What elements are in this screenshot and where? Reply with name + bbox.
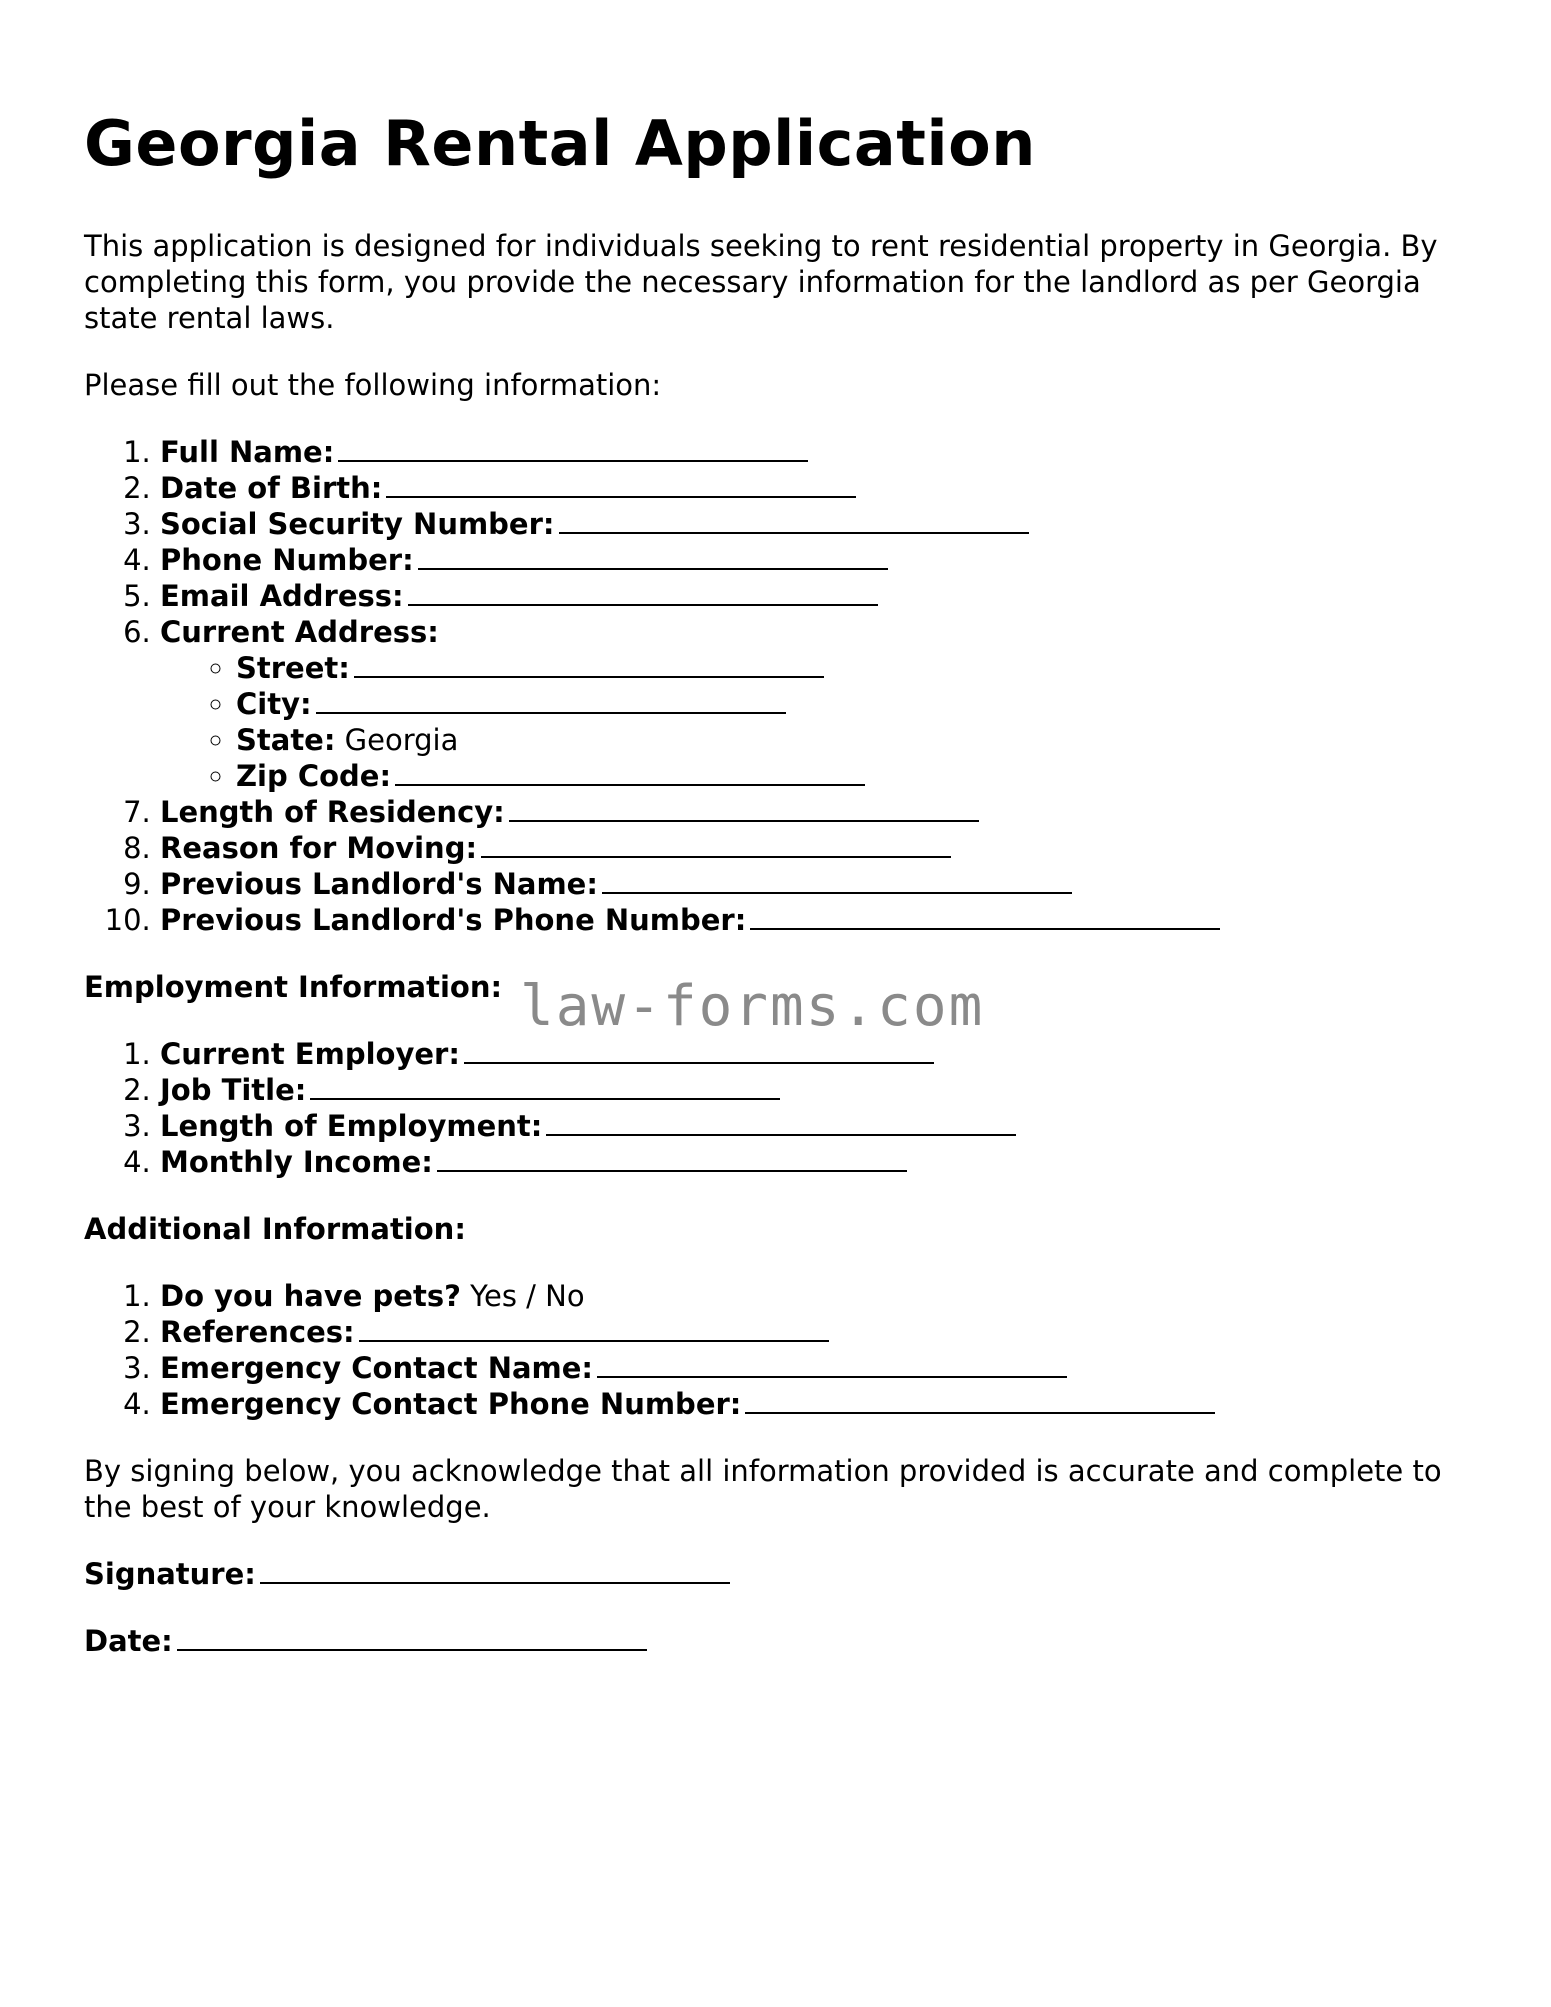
list-item [160,866,1474,902]
references-label: References: [160,1315,355,1349]
reason-field[interactable] [481,830,951,858]
list-item [160,902,1474,938]
list-item [160,1314,1474,1350]
address-sublist [160,650,1474,794]
references-field[interactable] [359,1314,829,1342]
phone-label: Phone Number: [160,543,414,577]
list-item [160,794,1474,830]
list-item [160,1072,1474,1108]
list-item [160,1278,1474,1314]
employer-label: Current Employer: [160,1037,460,1071]
additional-list [84,1278,1474,1422]
state-label: State: [236,723,336,757]
date-label: Date: [84,1624,173,1658]
phone-field[interactable] [418,542,888,570]
list-item [160,542,1474,578]
list-item [236,758,1474,794]
list-item [160,1144,1474,1180]
list-item [160,1350,1474,1386]
list-item [160,434,1474,470]
residency-field[interactable] [509,794,979,822]
city-field[interactable] [316,686,786,714]
current-address-label: Current Address: [160,615,439,649]
list-item [160,1108,1474,1144]
street-field[interactable] [354,650,824,678]
list-item [160,470,1474,506]
signature-field[interactable] [260,1556,730,1584]
watermark: law-forms.com [520,974,985,1039]
employer-field[interactable] [464,1036,934,1064]
job-title-label: Job Title: [160,1073,307,1107]
zip-field[interactable] [395,758,865,786]
list-item [160,614,1474,794]
intro-paragraph: This application is designed for individuals seeking to rent residential property in Georgia. By completing this form, you provide the necessary information for the landlord as per Georgia state rental laws. [84,229,1438,335]
prev-landlord-phone-label: Previous Landlord's Phone Number: [160,903,747,937]
list-item [160,830,1474,866]
list-item [160,578,1474,614]
email-label: Email Address: [160,579,404,613]
income-field[interactable] [437,1144,907,1172]
city-label: City: [236,687,312,721]
ssn-label: Social Security Number: [160,507,555,541]
pets-label: Do you have pets? [160,1279,461,1313]
list-item [236,722,1474,758]
rental-application-form [84,104,1474,1690]
list-item [160,1036,1474,1072]
additional-heading: Additional Information: [84,1212,466,1246]
acknowledgement: By signing below, you acknowledge that all information provided is accurate and complete to the best of your knowledge. [84,1454,1442,1524]
reason-label: Reason for Moving: [160,831,478,865]
prev-landlord-phone-field[interactable] [750,902,1220,930]
street-label: Street: [236,651,350,685]
signature-label: Signature: [84,1557,256,1591]
instructions: Please fill out the following information: [84,368,662,402]
prev-landlord-name-field[interactable] [602,866,1072,894]
employment-heading: Employment Information: [84,970,503,1004]
employment-length-field[interactable] [546,1108,1016,1136]
emergency-phone-label: Emergency Contact Phone Number: [160,1387,742,1421]
job-title-field[interactable] [310,1072,780,1100]
emergency-name-field[interactable] [597,1350,1067,1378]
personal-info-list [84,434,1474,938]
list-item [236,686,1474,722]
signature-row [84,1556,1474,1592]
date-field[interactable] [177,1623,647,1651]
dob-label: Date of Birth: [160,471,383,505]
list-item [236,650,1474,686]
income-label: Monthly Income: [160,1145,433,1179]
date-row [84,1623,1474,1659]
list-item [160,506,1474,542]
zip-label: Zip Code: [236,759,392,793]
full-name-field[interactable] [338,434,808,462]
email-field[interactable] [408,578,878,606]
pets-options[interactable]: Yes / No [470,1279,585,1313]
list-item [160,1386,1474,1422]
emergency-name-label: Emergency Contact Name: [160,1351,594,1385]
residency-label: Length of Residency: [160,795,505,829]
emergency-phone-field[interactable] [745,1386,1215,1414]
ssn-field[interactable] [559,506,1029,534]
full-name-label: Full Name: [160,435,335,469]
employment-list [84,1036,1474,1180]
dob-field[interactable] [386,470,856,498]
prev-landlord-name-label: Previous Landlord's Name: [160,867,598,901]
page-title: Georgia Rental Application [84,107,1036,180]
state-value: Georgia [344,723,459,757]
employment-length-label: Length of Employment: [160,1109,543,1143]
